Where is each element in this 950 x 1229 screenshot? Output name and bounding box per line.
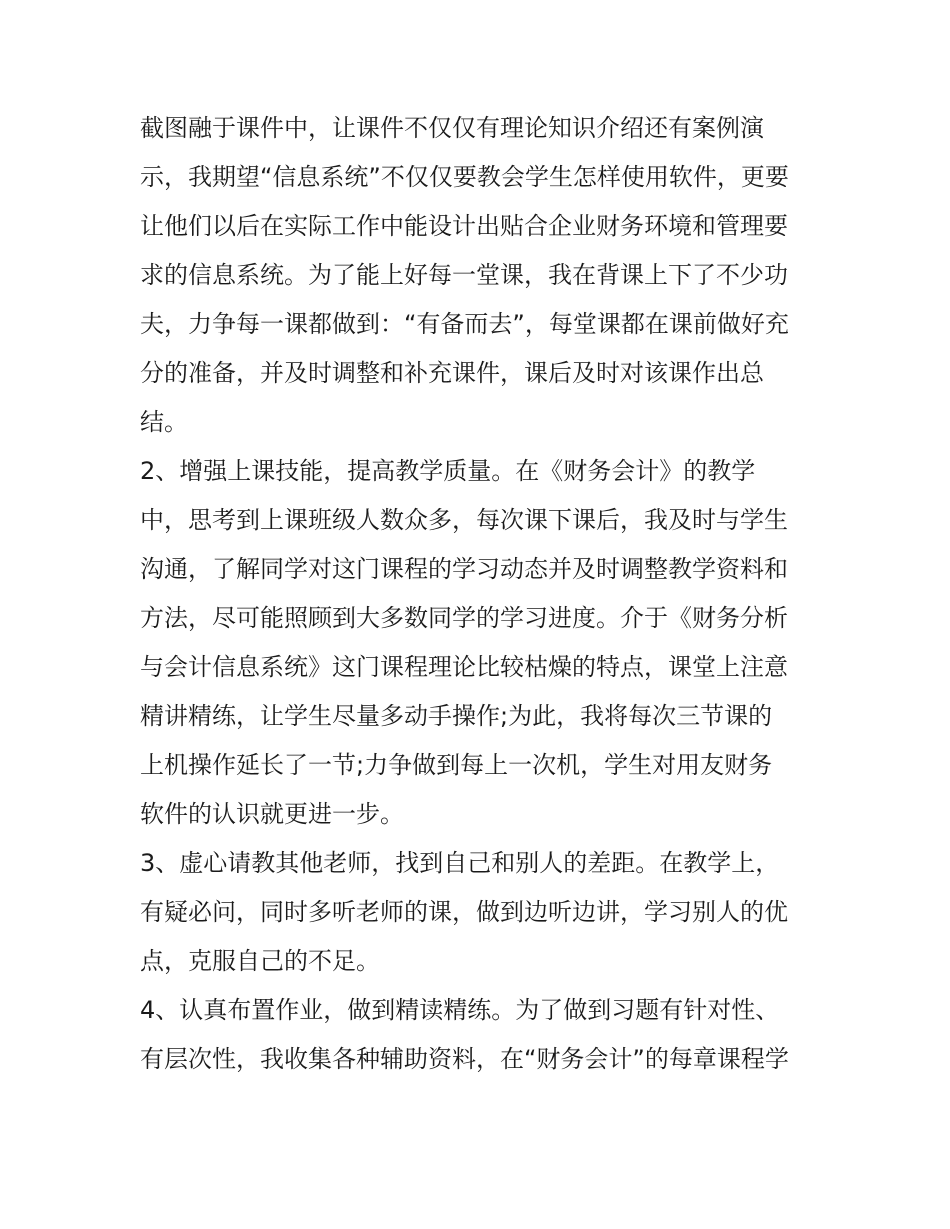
text-line: 有疑必问，同时多听老师的课，做到边听边讲，学习别人的优 (140, 898, 788, 926)
text-line: 让他们以后在实际工作中能设计出贴合企业财务环境和管理要 (140, 212, 788, 240)
text-line: 示，我期望“信息系统”不仅仅要教会学生怎样使用软件，更要 (140, 163, 789, 191)
text-line: 沟通，了解同学对这门课程的学习动态并及时调整教学资料和 (140, 555, 788, 583)
text-line: 2、增强上课技能，提高教学质量。在《财务会计》的教学 (140, 457, 756, 485)
text-line: 夫，力争每一课都做到：“有备而去”，每堂课都在课前做好充 (140, 310, 789, 338)
text-line: 软件的认识就更进一步。 (140, 800, 404, 828)
text-line: 点，克服自己的不足。 (140, 947, 380, 975)
text-line: 4、认真布置作业，做到精读精练。为了做到习题有针对性、 (140, 996, 780, 1024)
text-line: 上机操作延长了一节;力争做到每上一次机，学生对用友财务 (140, 751, 773, 779)
text-line: 结。 (140, 408, 188, 436)
text-line: 3、虚心请教其他老师，找到自己和别人的差距。在教学上， (140, 849, 780, 877)
text-line: 与会计信息系统》这门课程理论比较枯燥的特点，课堂上注意 (140, 653, 788, 681)
text-line: 分的准备，并及时调整和补充课件，课后及时对该课作出总 (140, 359, 764, 387)
text-line: 截图融于课件中，让课件不仅仅有理论知识介绍还有案例演 (140, 114, 764, 142)
body-text (140, 104, 830, 1084)
text-line: 方法，尽可能照顾到大多数同学的学习进度。介于《财务分析 (140, 604, 788, 632)
text-line: 中，思考到上课班级人数众多，每次课下课后，我及时与学生 (140, 506, 788, 534)
text-line: 有层次性，我收集各种辅助资料，在“财务会计”的每章课程学 (140, 1045, 789, 1073)
text-line: 精讲精练，让学生尽量多动手操作;为此，我将每次三节课的 (140, 702, 773, 730)
text-line: 求的信息系统。为了能上好每一堂课，我在背课上下了不少功 (140, 261, 788, 289)
